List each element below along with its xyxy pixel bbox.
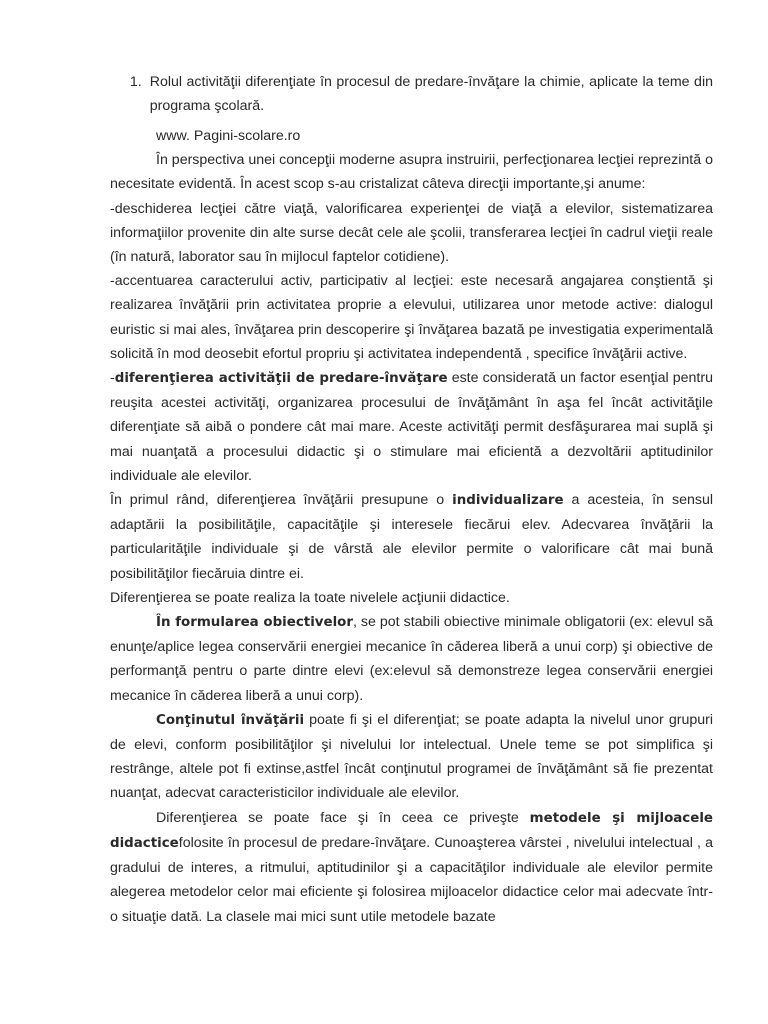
- heading-number: 1.: [129, 74, 142, 90]
- p5-pre: În primul rând, diferenţierea învăţării presupune o: [110, 492, 453, 509]
- p7-rest: , se pot stabili obiective minimale obligatorii (ex: elevul să enunţe/aplice legea conservării energiei mecanice în căderea liberă a unui corp) şi obiective de performanţă pentru o parte dintre elevi (ex:elevul să demonstreze legea conservării energiei mecanice în căderea liberă a unui corp).: [110, 614, 713, 704]
- paragraph-diferentierea: [110, 366, 713, 488]
- paragraph-intro: În perspectiva unei concepţii moderne asupra instruirii, perfecţionarea lecţiei reprezintă o necesitate evidentă. În acest scop s-au cristalizat câteva direcţii importante,şi anume:: [110, 152, 713, 193]
- paragraph-metode: [110, 806, 713, 929]
- document-body: [110, 70, 713, 929]
- website-link[interactable]: www. Pagini-scolare.ro: [156, 128, 301, 144]
- p8-rest: poate fi şi el diferenţiat; se poate adapta la nivelul unor grupuri de elevi, conform posibilităţilor şi nivelului lor intelectual. Unele teme se pot simplifica şi restrânge, altele pot fi extinse,astfel încât conţinutul programei de învăţământ să fie prezentat nuanţat, adecvat caracteristicilor individuale ale elevilor.: [110, 711, 713, 802]
- p9-bold: metodele şi mijloacele didactice: [110, 810, 713, 851]
- p4-pre: -: [110, 370, 115, 387]
- p5-rest: a acesteia, în sensul adaptării la posibilităţile, capacităţile şi interesele fiecărui elev. Adecvarea învăţării la particularităţile individuale şi de vârstă ale elevilor permite o valorificare cât mai bună posibilităţilor fiecăruia dintre ei.: [110, 492, 713, 582]
- paragraph-deschiderea: -deschiderea lecţiei către viaţă, valorificarea experienţei de viaţă a elevilor, sistematizarea informaţiilor provenite din alte surse decât cele ale şcolii, transferarea lecţiei în cadrul vieţii reale (în natură, laborator sau în mijlocul faptelor cotidiene).: [110, 200, 713, 266]
- section-heading: [129, 70, 713, 118]
- p9-pre: Diferenţierea se poate face şi în ceea ce priveşte: [156, 809, 530, 826]
- paragraph-individualizare: [110, 488, 713, 586]
- paragraph-accentuarea: -accentuarea caracterului activ, participativ al lecţiei: este necesară angajarea conştientă şi realizarea învăţării prin activitatea proprie a elevului, utilizarea unor metode active: dialogul euristic si mai ales, învăţarea prin descoperire şi învăţarea bazată pe investigatia experimentală solicită în mod deosebit efortul propriu şi activitatea independentă , specifice învăţării active.: [110, 273, 713, 362]
- p4-bold: diferenţierea activităţii de predare-învăţare: [114, 371, 448, 387]
- p5-bold: individualizare: [452, 493, 564, 509]
- p8-bold: Conţinutul învăţării: [156, 712, 305, 728]
- heading-text: Rolul activităţii diferenţiate în procesul de predare-învăţare la chimie, aplicate la teme din programa şcolară.: [149, 74, 713, 114]
- paragraph-obiective: [110, 610, 713, 708]
- paragraph-continut: [110, 708, 713, 806]
- p9-rest: folosite în procesul de predare-învăţare. Cunoaşterea vârstei , nivelului intelectual , a gradului de interes, a ritmului, aptitudinilor şi a capacităţilor individuale ale elevilor permite alegerea metodelor celor mai eficiente şi folosirea mijloacelor didactice celor mai adecvate într-o situaţie dată. La clasele mai mici sunt utile metodele bazate: [110, 834, 713, 925]
- paragraph-nivele: Diferenţierea se poate realiza la toate nivelele acţiunii didactice.: [110, 589, 510, 606]
- p7-bold: În formularea obiectivelor: [156, 615, 353, 631]
- p4-rest: este considerată un factor esenţial pentru reuşita acestei activităţi, organizarea procesului de învăţământ în aşa fel încât activităţile diferenţiate să aibă o pondere cât mai mare. Aceste activităţi permit desfăşurarea mai suplă şi mai nuanţată a procesului didactic şi o stimulare mai eficientă a dezvoltării aptitudinilor individuale ale elevilor.: [110, 370, 713, 484]
